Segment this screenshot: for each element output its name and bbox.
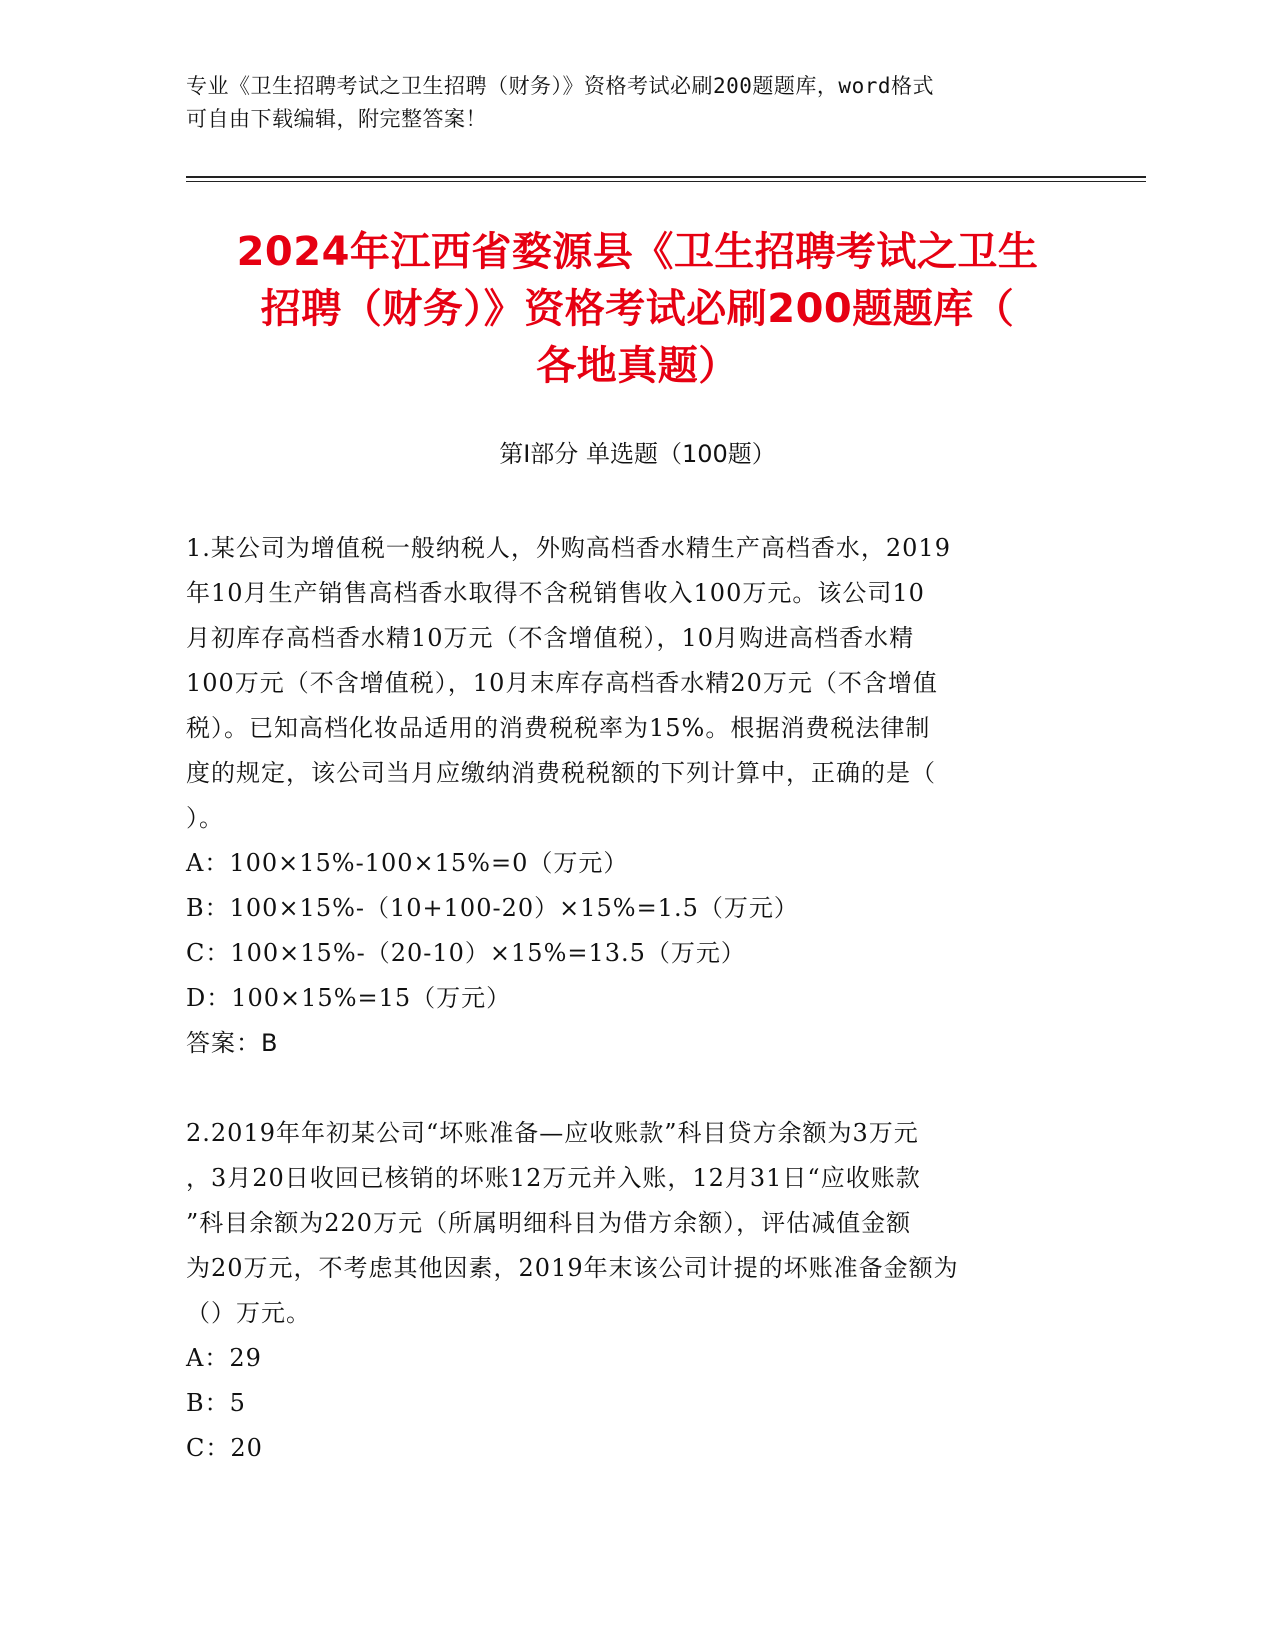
header-note xyxy=(186,70,1086,136)
title-line: 各地真题） xyxy=(536,343,739,389)
option-b: B：5 xyxy=(186,1389,246,1417)
answer-text: 答案：B xyxy=(186,1029,279,1057)
question-stem-line: ”科目余额为220万元（所属明细科目为借方余额），评估减值金额 xyxy=(186,1209,912,1237)
question-1 xyxy=(186,526,1066,1066)
question-stem-line: 月初库存高档香水精10万元（不含增值税），10月购进高档香水精 xyxy=(186,624,915,652)
question-stem-line: 税）。已知高档化妆品适用的消费税税率为15%。根据消费税法律制 xyxy=(186,714,931,742)
question-stem-line: 1.某公司为增值税一般纳税人，外购高档香水精生产高档香水，2019 xyxy=(186,534,951,562)
header-divider xyxy=(186,176,1146,178)
option-c: C：100×15%-（20-10）×15%=13.5（万元） xyxy=(186,939,746,967)
option-d: D：100×15%=15（万元） xyxy=(186,984,512,1012)
option-a: A：100×15%-100×15%=0（万元） xyxy=(186,849,629,877)
question-stem-line: 年10月生产销售高档香水取得不含税销售收入100万元。该公司10 xyxy=(186,579,925,607)
header-note-line: 专业《卫生招聘考试之卫生招聘（财务）》资格考试必刷200题题库，word格式 xyxy=(186,74,934,98)
title-line: 2024年江西省婺源县《卫生招聘考试之卫生 xyxy=(236,229,1039,275)
question-list xyxy=(186,526,1066,1471)
question-stem-line: ，3月20日收回已核销的坏账12万元并入账，12月31日“应收账款 xyxy=(186,1164,921,1192)
header-divider-thin xyxy=(186,181,1146,182)
question-stem-line: ）。 xyxy=(186,804,224,832)
question-stem-line: 2.2019年年初某公司“坏账准备—应收账款”科目贷方余额为3万元 xyxy=(186,1119,919,1147)
question-stem-line: 度的规定，该公司当月应缴纳消费税税额的下列计算中，正确的是（ xyxy=(186,759,936,787)
question-stem-line: 为20万元，不考虑其他因素，2019年末该公司计提的坏账准备金额为 xyxy=(186,1254,959,1282)
header-note-line: 可自由下载编辑，附完整答案！ xyxy=(186,107,487,131)
title-line: 招聘（财务）》资格考试必刷200题题库（ xyxy=(260,286,1015,332)
question-2 xyxy=(186,1111,1066,1471)
option-a: A：29 xyxy=(186,1344,262,1372)
option-b: B：100×15%-（10+100-20）×15%=1.5（万元） xyxy=(186,894,799,922)
document-title xyxy=(150,224,1125,395)
question-stem-line: （）万元。 xyxy=(186,1299,311,1327)
section-title: 第Ⅰ部分 单选题（100题） xyxy=(499,440,776,468)
question-stem-line: 100万元（不含增值税），10月末库存高档香水精20万元（不含增值 xyxy=(186,669,938,697)
option-c: C：20 xyxy=(186,1434,263,1462)
